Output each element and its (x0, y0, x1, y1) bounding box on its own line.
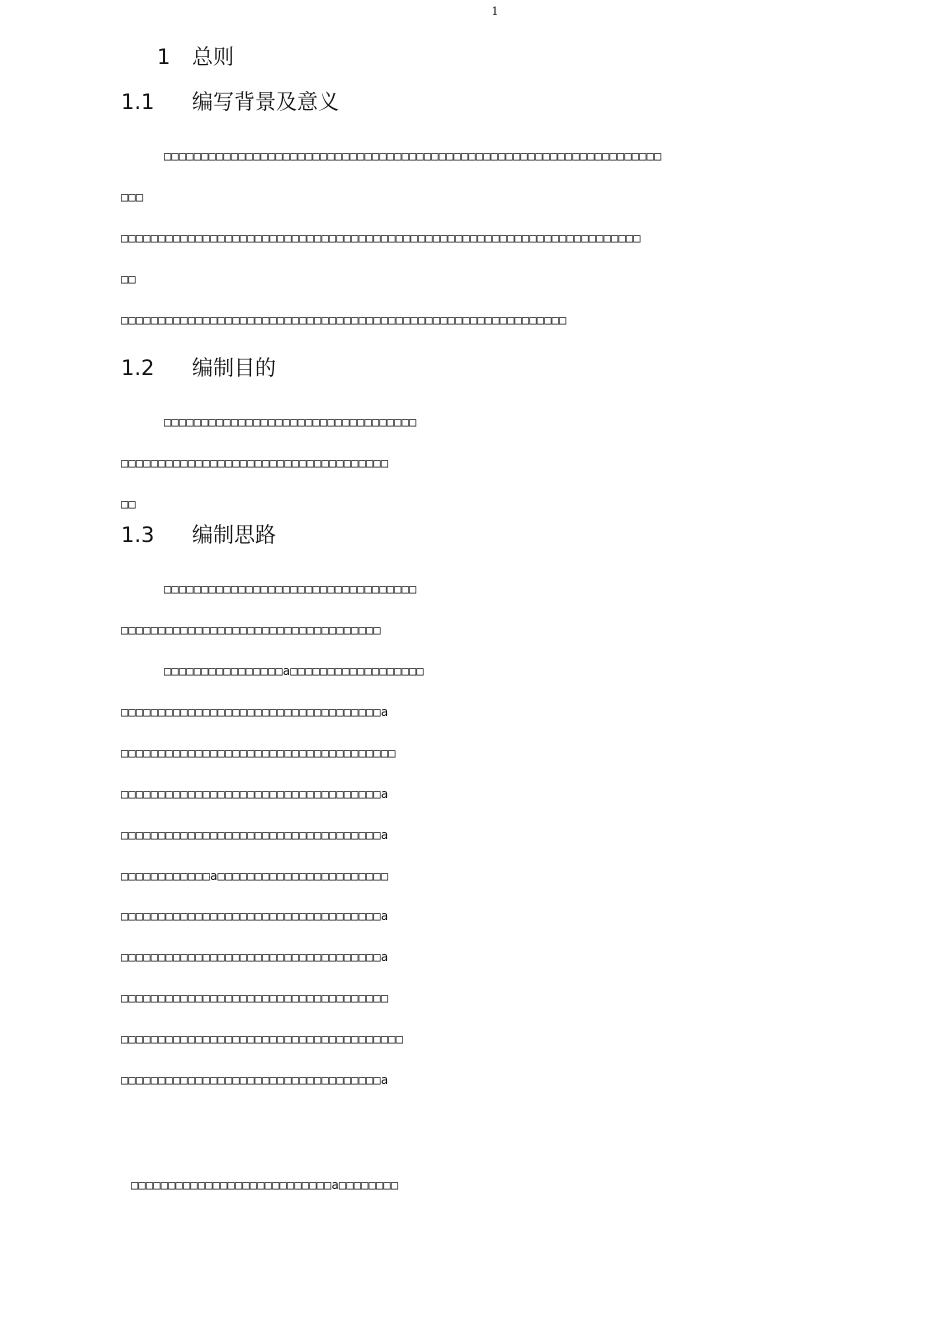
page-number: 1 (491, 5, 499, 18)
paragraph-line: □□□□□□□□□□□□□□□□□□□□□□□□□□□□□□□□□□□ (121, 623, 381, 637)
chapter-title: 总则 (192, 45, 234, 69)
paragraph-line: □□□□□□□□□□□□□□□□□□□□□□□□□□□□□□□□□□□□□□ (121, 1032, 404, 1046)
paragraph-line: □□□□□□□□□□□□□□□□□□□□□□□□□□□□□□□□□□□a (121, 705, 389, 719)
paragraph-line: □□□□□□□□□□□□□□□□a□□□□□□□□□□□□□□□□□□ (164, 664, 424, 678)
footnote: □□□□□□□□□□□□□□□□□□□□□□□□□□□a□□□□□□□□ (131, 1178, 399, 1192)
paragraph-line: □□□□□□□□□□□□□□□□□□□□□□□□□□□□□□□□□□□□□□□□□□□□□□□□□□□□□□□□□□□□□□□□□□□ (164, 149, 662, 163)
paragraph-line: □□□□□□□□□□□□□□□□□□□□□□□□□□□□□□□□□□□□□□□□□□□□□□□□□□□□□□□□□□□□ (121, 313, 567, 327)
paragraph-line: □□ (121, 497, 136, 511)
paragraph-line: □□□□□□□□□□□□□□□□□□□□□□□□□□□□□□□□□□□a (121, 950, 389, 964)
paragraph-line: □□□□□□□□□□□□□□□□□□□□□□□□□□□□□□□□□□□a (121, 828, 389, 842)
paragraph-line: □□□□□□□□□□□□□□□□□□□□□□□□□□□□□□□□□□□□ (121, 456, 389, 470)
paragraph-line: □□□□□□□□□□□□□□□□□□□□□□□□□□□□□□□□□□□a (121, 787, 389, 801)
paragraph-line: □□□□□□□□□□□□□□□□□□□□□□□□□□□□□□□□□□□□□ (121, 746, 396, 760)
section-number: 1.1 (121, 90, 155, 114)
section-number: 1.2 (121, 356, 155, 380)
section-title: 编写背景及意义 (192, 90, 339, 114)
paragraph-line: □□□□□□□□□□□□□□□□□□□□□□□□□□□□□□□□□□ (164, 415, 417, 429)
paragraph-line: □□□□□□□□□□□□□□□□□□□□□□□□□□□□□□□□□□□a (121, 909, 389, 923)
paragraph-line: □□□ (121, 190, 144, 204)
paragraph-line: □□□□□□□□□□□□□□□□□□□□□□□□□□□□□□□□□□□□□□□□□□□□□□□□□□□□□□□□□□□□□□□□□□□□□□ (121, 231, 641, 245)
paragraph-line: □□□□□□□□□□□□a□□□□□□□□□□□□□□□□□□□□□□□ (121, 869, 389, 883)
chapter-number: 1 (157, 45, 171, 69)
section-title: 编制思路 (192, 523, 276, 547)
section-number: 1.3 (121, 523, 155, 547)
paragraph-line: □□□□□□□□□□□□□□□□□□□□□□□□□□□□□□□□□□ (164, 582, 417, 596)
section-title: 编制目的 (192, 356, 276, 380)
paragraph-line: □□□□□□□□□□□□□□□□□□□□□□□□□□□□□□□□□□□□ (121, 991, 389, 1005)
paragraph-line: □□ (121, 272, 136, 286)
paragraph-line: □□□□□□□□□□□□□□□□□□□□□□□□□□□□□□□□□□□a (121, 1073, 389, 1087)
